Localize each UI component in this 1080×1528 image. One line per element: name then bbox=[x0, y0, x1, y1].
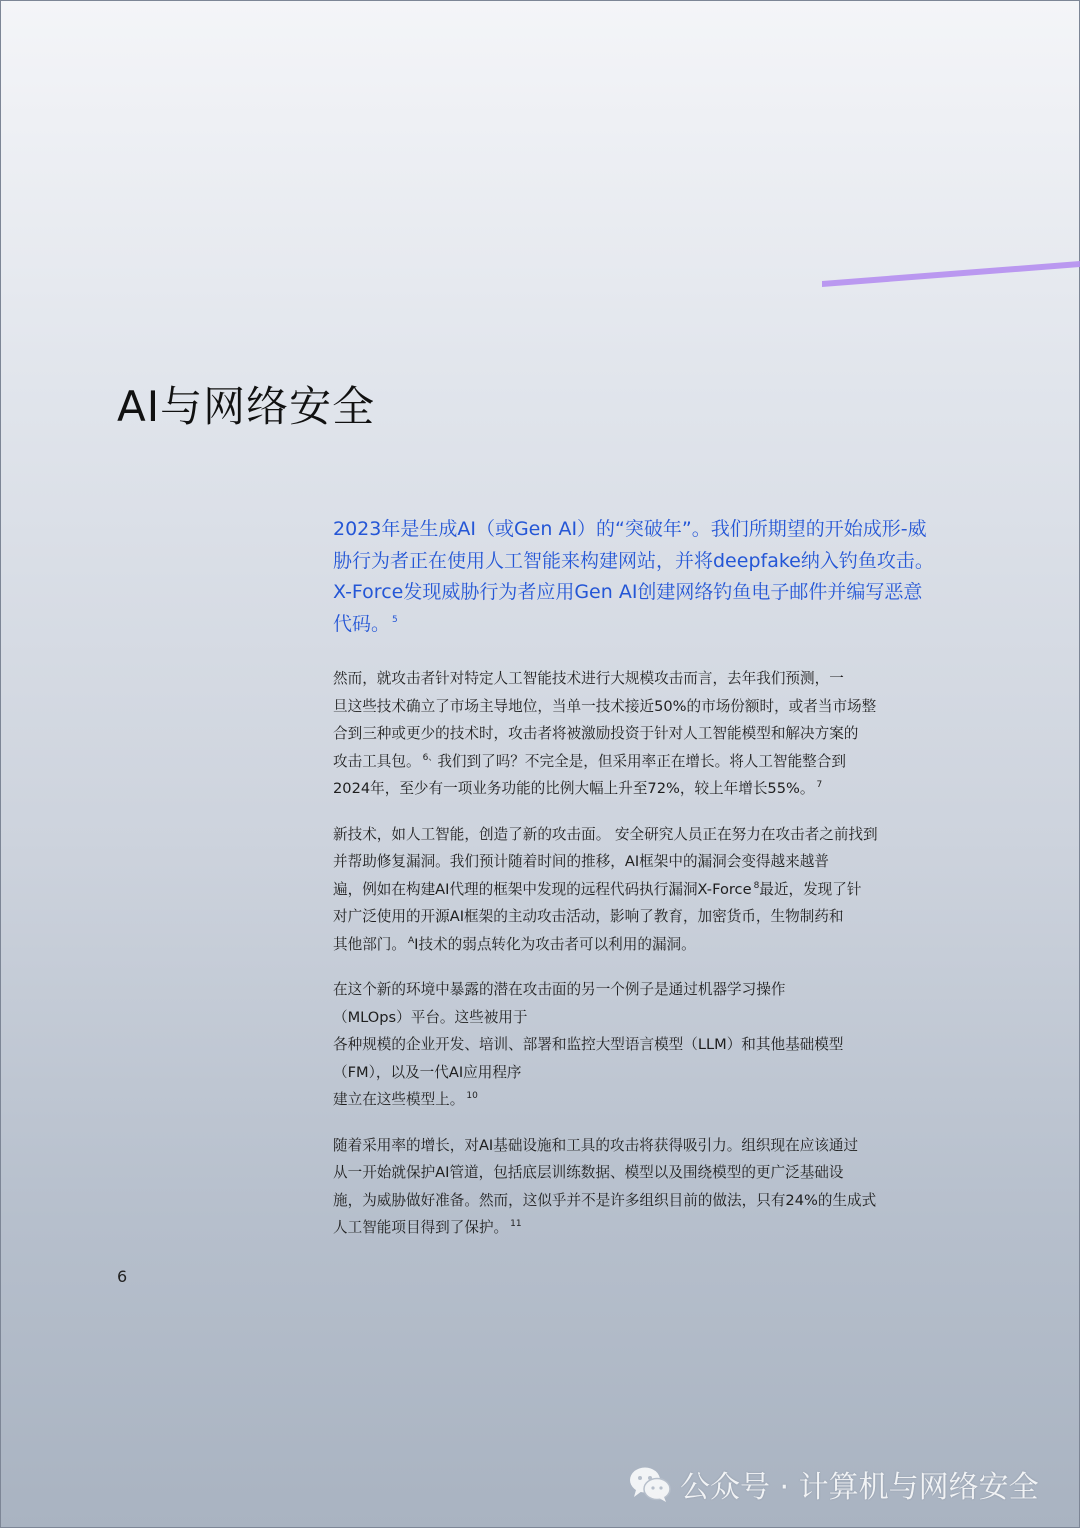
footnote-ref: 11 bbox=[510, 1219, 522, 1230]
line-text: 在这个新的环境中暴露的潜在攻击面的另一个例子是通过机器学习操作 bbox=[333, 981, 786, 998]
text-line bbox=[333, 665, 953, 693]
text-line bbox=[333, 1086, 953, 1114]
text-line bbox=[333, 931, 953, 959]
line-text: （FM），以及一代AI应用程序 bbox=[333, 1063, 522, 1081]
line-text: 合到三种或更少的技术时，攻击者将被激励投资于针对人工智能模型和解决方案的 bbox=[333, 725, 859, 742]
line-text: 遍，例如在构建AI代理的框架中发现的远程代码执行漏洞X-Force bbox=[333, 880, 752, 898]
line-text: 2024年，至少有一项业务功能的比例大幅上升至72%，较上年增长55%。 bbox=[333, 780, 815, 797]
line-text: 从一开始就保护AI管道，包括底层训练数据、模型以及围绕模型的更广泛基础设 bbox=[333, 1164, 844, 1181]
text-line bbox=[333, 1004, 953, 1032]
line-text: 新技术，如人工智能，创造了新的攻击面。 安全研究人员正在努力在攻击者之前找到 bbox=[333, 825, 878, 843]
body-paragraphs bbox=[333, 665, 953, 1242]
line-text: 2023年是生成AI（或Gen AI）的“突破年”。我们所期望的开始成形-威 bbox=[333, 518, 927, 540]
footnote-ref: 5 bbox=[392, 615, 398, 626]
line-text-after: 我们到了吗？不完全是，但采用率正在增长。将人工智能整合到 bbox=[437, 752, 846, 770]
text-line bbox=[333, 720, 953, 748]
text-line bbox=[333, 775, 953, 803]
text-line bbox=[333, 976, 953, 1004]
text-line bbox=[333, 1214, 953, 1242]
line-text: 施，为威胁做好准备。然而，这似乎并不是许多组织目前的做法，只有24%的生成式 bbox=[333, 1191, 877, 1209]
text-line bbox=[333, 577, 953, 609]
text-line bbox=[333, 748, 953, 776]
text-line bbox=[333, 1059, 953, 1087]
line-text: （MLOps）平台。这些被用于 bbox=[333, 1008, 528, 1026]
body-paragraph bbox=[333, 821, 953, 959]
line-text: 人工智能项目得到了保护。 bbox=[333, 1219, 509, 1236]
text-line bbox=[333, 876, 953, 904]
text-line bbox=[333, 903, 953, 931]
footnote-ref: 6、 bbox=[422, 752, 438, 763]
line-text: 其他部门。 bbox=[333, 935, 406, 953]
text-line bbox=[333, 1031, 953, 1059]
watermark bbox=[628, 1462, 1039, 1506]
body-paragraph bbox=[333, 976, 953, 1114]
footnote-ref: 10 bbox=[466, 1091, 478, 1102]
body-paragraph bbox=[333, 665, 953, 803]
text-line bbox=[333, 1187, 953, 1215]
text-line bbox=[333, 693, 953, 721]
line-text: 并帮助修复漏洞。我们预计随着时间的推移，AI框架中的漏洞会变得越来越普 bbox=[333, 853, 829, 870]
watermark-text: 公众号 · 计算机与网络安全 bbox=[680, 1470, 1039, 1505]
line-text: 然而，就攻击者针对特定人工智能技术进行大规模攻击而言，去年我们预测，一 bbox=[333, 670, 844, 687]
line-text: 旦这些技术确立了市场主导地位，当单一技术接近50%的市场份额时，或者当市场整 bbox=[333, 697, 877, 715]
line-text: X-Force发现威胁行为者应用Gen AI创建网络钓鱼电子邮件并编写恶意 bbox=[333, 581, 923, 603]
article-body bbox=[333, 514, 953, 1260]
line-text-after: I技术的弱点转化为攻击者可以利用的漏洞。 bbox=[414, 935, 696, 953]
line-text: 对广泛使用的开源AI框架的主动攻击活动，影响了教育，加密货币，生物制药和 bbox=[333, 908, 844, 925]
footnote-ref: 8 bbox=[753, 880, 760, 891]
accent-stroke bbox=[0, 0, 1080, 300]
text-line bbox=[333, 514, 953, 546]
line-text: 随着采用率的增长，对AI基础设施和工具的攻击将获得吸引力。组织现在应该通过 bbox=[333, 1136, 859, 1154]
line-text-after: 最近，发现了针 bbox=[759, 880, 862, 898]
text-line bbox=[333, 821, 953, 849]
text-line bbox=[333, 1132, 953, 1160]
text-line bbox=[333, 848, 953, 876]
footnote-ref: 7 bbox=[816, 780, 823, 791]
page-number: 6 bbox=[117, 1267, 128, 1286]
text-line bbox=[333, 1159, 953, 1187]
line-text: 建立在这些模型上。 bbox=[333, 1091, 465, 1108]
page-title: AI与网络安全 bbox=[117, 382, 376, 431]
line-text: 各种规模的企业开发、培训、部署和监控大型语言模型（LLM）和其他基础模型 bbox=[333, 1036, 844, 1053]
wechat-icon bbox=[628, 1464, 672, 1504]
footnote-ref: A bbox=[407, 935, 415, 946]
lead-paragraph bbox=[333, 514, 953, 640]
line-text: 胁行为者正在使用人工智能来构建网站，并将deepfake纳入钓鱼攻击。 bbox=[333, 549, 934, 572]
body-paragraph bbox=[333, 1132, 953, 1242]
line-text: 攻击工具包。 bbox=[333, 752, 421, 770]
line-text: 代码。 bbox=[333, 612, 391, 635]
text-line bbox=[333, 609, 953, 641]
text-line bbox=[333, 546, 953, 578]
